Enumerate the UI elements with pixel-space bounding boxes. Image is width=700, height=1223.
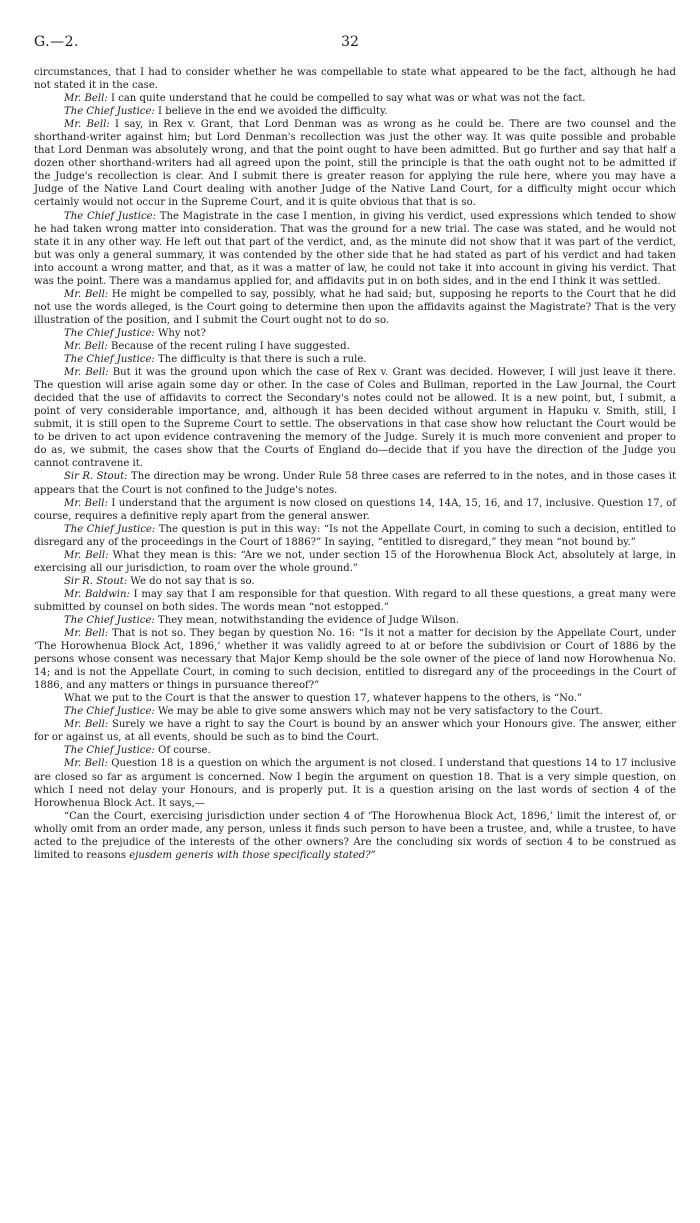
paragraph-text: I believe in the end we avoided the difficulty. [158,106,388,118]
paragraph [34,744,676,757]
paragraph-text: Question 18 is a question on which the argument is not closed. I understand that questions 14 to 17 inclusive are closed so far as argument is concerned. Now I begin the argument on question 18. That is a very simple question, on which I need not delay your Honours, and is properly put. It is a question arising on the last words of section 4 of the Horowhenua Block Act. It says,— [34,758,676,809]
paragraph [34,575,676,588]
paragraph-text: The Magistrate in the case I mention, in giving his verdict, used expressions which tended to show he had taken wrong matter into consideration. That was the ground for a new trial. The case was stated, and he would not state it in any other way. He left out that part of the verdict, and, as the minute did not show that it was part of the verdict, but was only a general summary, it was contended by the other side that he had stated as part of his verdict and had taken into account a wrong matter, and that, as it was a matter of law, he could not take it into account in giving his verdict. That was the point. There was a mandamus applied for, and affidavits put in on both sides, and in the end I think it was settled. [34,210,676,287]
speaker: Mr. Bell: [64,719,109,731]
paragraph-text: We do not say that is so. [130,575,255,587]
paragraph [34,118,676,209]
speaker: Sir R. Stout: [64,575,128,587]
paragraph-text: circumstances, that I had to consider whether he was compellable to state what appeared to be the fact, although he had not stated it in the case. [34,67,676,92]
speaker: The Chief Justice: [64,354,155,366]
paragraph [34,470,676,496]
paragraph-text: I understand that the argument is now closed on questions 14, 14A, 15, 16, and 17, inclusive. Question 17, of course, requires a definitive reply apart from the general answer. [34,497,676,522]
speaker: The Chief Justice: [64,106,155,118]
speaker: The Chief Justice: [64,327,155,339]
paragraph-text: I say, in Rex v. Grant, that Lord Denman was as wrong as he could be. There are two counsel and the shorthand-writer against him; but Lord Denman's recollection was just the other way. It was quite possible and probable that Lord Denman was absolutely wrong, and that the point ought to have been admitted. But go further and say that half a dozen other shorthand-writers had all agreed upon the point, still the principle is that the oath ought not to be admitted if the Judge's recollection is clear. And I submit there is greater reason for applying the rule here, where you may have a Judge of the Native Land Court dealing with another Judge of the Native Land Court, for a difficulty might occur which certainly would not occur in the Supreme Court, and it is quite obvious that that is so. [34,119,676,209]
paragraph-text: Because of the recent ruling I have suggested. [110,340,350,352]
paragraph-text: What they mean is this: “Are we not, under section 15 of the Horowhenua Block Act, absolutely at large, in exercising all our jurisdiction, to roam over the whole ground.” [34,549,677,574]
paragraph-text: But it was the ground upon which the case of Rex v. Grant was decided. However, I will just leave it there. The question will arise again some day or other. In the case of Coles and Bullman, reported in the Law Journal, the Court decided that the use of affidavits to correct the Secondary's notes could not be allowed. It is a new point, but, I submit, a point of very considerable importance, and, although it has been decided without argument in Hapuku v. Smith, still, I submit, it is still open to the Supreme Court to settle. The observations in that case show how reluctant the Court would be to be driven to act upon evidence contravening the memory of the Judge. Surely it is much more convenient and proper to do as, we submit, the cases show that the Courts of England do—decide that if you have the direction of the Judge you cannot contravene it. [34,367,676,470]
paragraph-text: The difficulty is that there is such a rule. [158,354,367,366]
paragraph [34,497,676,523]
speaker: The Chief Justice: [64,614,155,626]
paragraph-text: Surely we have a right to say the Court is bound by an answer which your Honours give. The answer, either for or against us, at all events, should be such as to bind the Court. [34,719,676,744]
paragraph [34,692,676,705]
paragraph [34,210,676,288]
speaker: The Chief Justice: [64,745,155,757]
paragraph-text: I may say that I am responsible for that question. With regard to all these questions, a great many were submitted by counsel on both sides. The words mean “not estopped.” [34,588,676,613]
page-number: 32 [341,34,359,50]
paragraph-text: That is not so. They began by question No. 16: “Is it not a matter for decision by the Appellate Court, under ‘The Horowhenua Block Act, 1896,’ whether it was validly agreed to at or before the subdivision or Court of 1886 by the persons whose consent was necessary that Major Kemp should be the sole owner of the piece of land now Horowhenua No. 14; and is not the Appellate Court, in coming to such decision, entitled to disregard any of the proceedings in the Court of 1886, and any matters or things in pursuance thereof?” [34,628,677,692]
paragraph-text: The question is put in this way: “Is not the Appellate Court, in coming to such a decision, entitled to disregard any of the proceedings in the Court of 1886?” In saying, “entitled to disregard,” they mean “not bound by.” [34,523,676,548]
speaker: Mr. Bell: [64,497,108,509]
paragraph-text: Why not? [158,327,206,339]
speaker: Mr. Bell: [64,549,109,561]
paragraph [34,718,676,744]
paragraph [34,757,676,809]
quoted-question [34,810,676,862]
paragraph [34,327,676,340]
speaker: Mr. Bell: [64,288,109,300]
paragraph [34,366,676,470]
speaker: Mr. Bell: [64,367,109,379]
paragraph [34,92,676,105]
paragraph [34,523,676,549]
paragraph-text: Of course. [158,745,211,757]
speaker: The Chief Justice: [64,706,155,718]
paragraph [34,549,676,575]
paragraph [34,340,676,353]
paragraph-text: What we put to the Court is that the answer to question 17, whatever happens to the others, is “No.” [64,693,583,705]
paragraph-text: We may be able to give some answers which may not be very satisfactory to the Court. [158,706,603,718]
paragraph [34,66,676,92]
speaker: The Chief Justice: [64,210,156,222]
paragraph [34,588,676,614]
speaker: Mr. Bell: [64,340,108,352]
paragraph-text-italic: ejusdem generis with those specifically stated?” [129,849,376,861]
document-reference: G.—2. [34,34,79,50]
speaker: Mr. Bell: [64,119,110,131]
paragraph [34,288,676,327]
paragraph [34,627,676,692]
paragraph-text: The direction may be wrong. Under Rule 58 three cases are referred to in the notes, and in those cases it appears that the Court is not confined to the Judge's notes. [34,471,676,496]
speaker: The Chief Justice: [64,523,156,535]
speaker: Mr. Bell: [64,628,109,640]
speaker: Mr. Baldwin: [64,588,130,600]
paragraph-text: He might be compelled to say, possibly, what he had said; but, supposing he reports to the Court that he did not use the words alleged, is the Court going to determine then upon the affidavits against the Magistrate? That is the very illustration of the position, and I submit the Court ought not to do so. [34,288,677,326]
paragraph [34,705,676,718]
paragraph [34,614,676,627]
speaker: Mr. Bell: [64,758,108,770]
speaker: Sir R. Stout: [64,471,128,483]
paragraph [34,353,676,366]
paragraph-text: “Can the Court, exercising jurisdiction under section 4 of ‘The Horowhenua Block Act, 1896,’ limit the interest of, or wholly omit from an order made, any person, unless it finds such person to have been a trustee, and, while a trustee, to have acted to the prejudice of the interests of the other owners? Are the concluding six words of section 4 to be construed as limited to reasons [34,810,676,861]
paragraph-text: I can quite understand that he could be compelled to say what was or what was not the fact. [110,93,586,105]
paragraph [34,105,676,118]
page-body [34,66,676,862]
speaker: Mr. Bell: [64,93,108,105]
page-header [34,34,666,54]
paragraph-text: They mean, notwithstanding the evidence of Judge Wilson. [158,614,460,626]
